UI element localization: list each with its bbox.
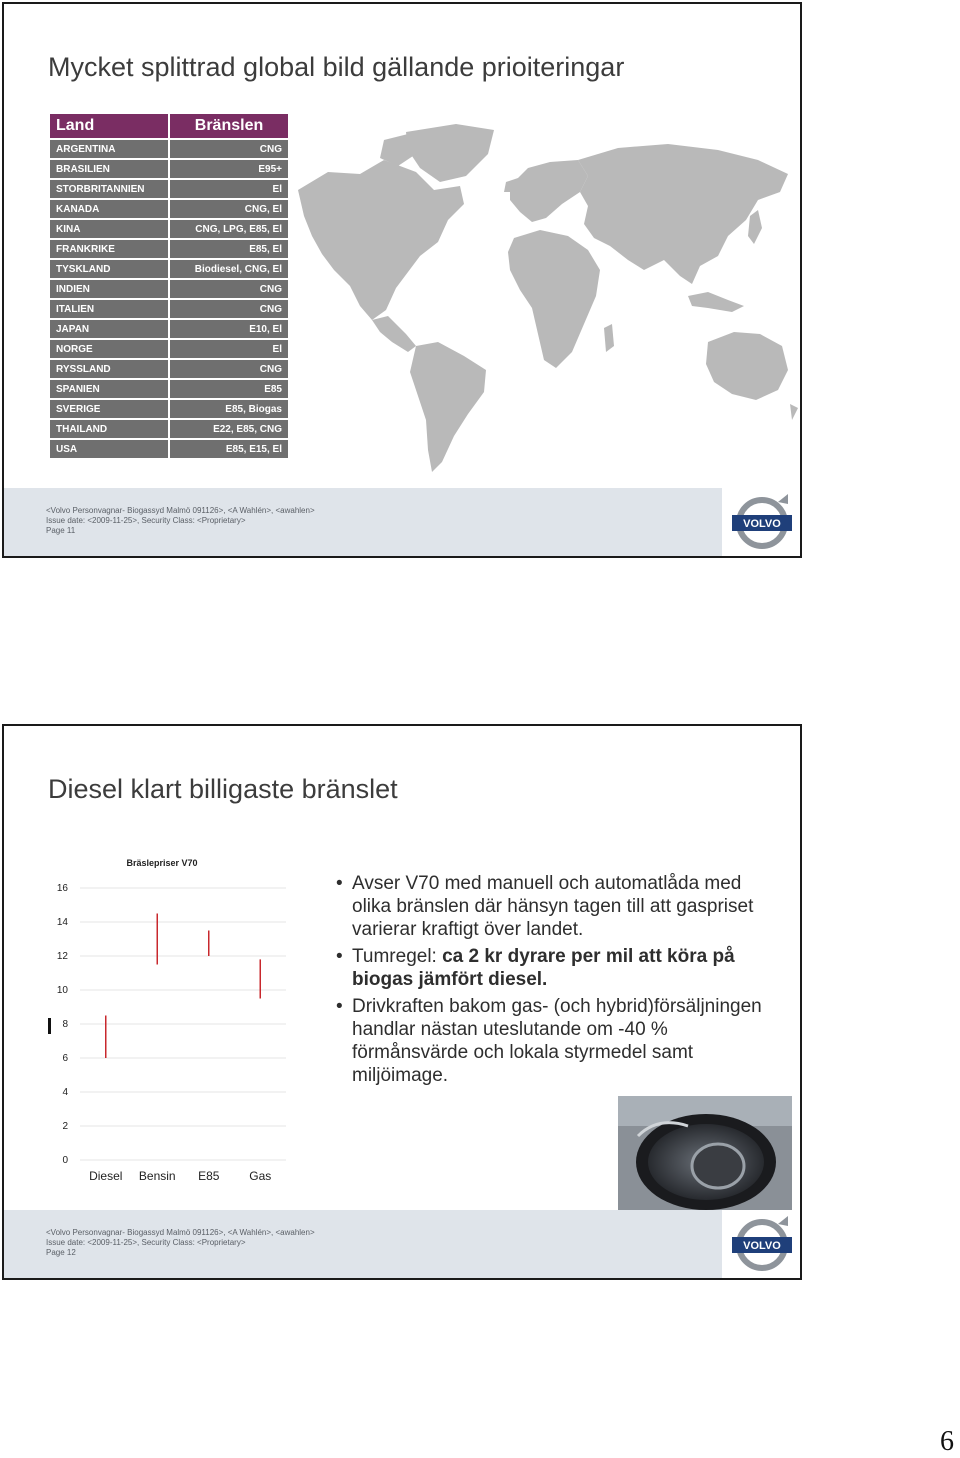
fuel-cell: El (170, 340, 288, 358)
table-row (50, 360, 288, 378)
table-row (50, 440, 288, 458)
table-row (50, 240, 288, 258)
bullet-item (336, 995, 766, 1087)
slide-title: Diesel klart billigaste bränslet (48, 774, 398, 804)
fuel-cell: CNG (170, 360, 288, 378)
fuel-cell: E85 (170, 380, 288, 398)
bullet-text: Tumregel: (352, 946, 443, 967)
footer-line-1: <Volvo Personvagnar- Biogassyd Malmö 091126>, <A Wahlén>, <awahlen> (46, 506, 315, 515)
slide-title: Mycket splittrad global bild gällande prioiteringar (48, 52, 625, 82)
bullet-item (336, 872, 766, 941)
table-row (50, 160, 288, 178)
table-row (50, 180, 288, 198)
volvo-logo (722, 1210, 800, 1278)
y-tick-label: 16 (56, 883, 68, 894)
country-cell: SVERIGE (50, 400, 168, 418)
fuel-cell: E85, E15, El (170, 440, 288, 458)
y-tick-label: 10 (56, 985, 68, 996)
y-tick-label: 8 (62, 1019, 68, 1030)
country-cell: TYSKLAND (50, 260, 168, 278)
fuel-cell: CNG (170, 140, 288, 158)
footer-line-2: Issue date: <2009-11-25>, Security Class: <Proprietary> (46, 516, 246, 525)
fuel-cell: CNG (170, 280, 288, 298)
table-row (50, 300, 288, 318)
legend-marker (48, 1018, 51, 1034)
table-row (50, 280, 288, 298)
country-cell: ITALIEN (50, 300, 168, 318)
fuel-cell: E22, E85, CNG (170, 420, 288, 438)
logo-text: VOLVO (743, 1240, 781, 1252)
chart-title: Bräslepriser V70 (126, 858, 198, 868)
slide-1 (2, 2, 802, 558)
y-tick-label: 4 (62, 1087, 68, 1098)
world-map-landmass (298, 124, 798, 472)
table-header-fuels: Bränslen (170, 114, 288, 138)
country-cell: ARGENTINA (50, 140, 168, 158)
country-cell: KINA (50, 220, 168, 238)
country-cell: JAPAN (50, 320, 168, 338)
fuel-cell: CNG, LPG, E85, El (170, 220, 288, 238)
country-cell: KANADA (50, 200, 168, 218)
y-tick-label: 14 (56, 917, 68, 928)
fuel-table (48, 112, 290, 460)
slide-footer (4, 1210, 800, 1278)
slide-footer (4, 488, 800, 556)
footer-line-3: Page 12 (46, 1248, 76, 1257)
fuel-cell: El (170, 180, 288, 198)
table-row (50, 420, 288, 438)
fuel-price-chart (40, 852, 300, 1192)
x-tick-label: Gas (249, 1169, 272, 1183)
fuel-cell: E95+ (170, 160, 288, 178)
country-cell: RYSSLAND (50, 360, 168, 378)
chart-grid (80, 888, 286, 1160)
logo-text: VOLVO (743, 518, 781, 530)
table-row (50, 140, 288, 158)
fuel-table-body (50, 140, 288, 458)
fuel-cap-photo (618, 1096, 792, 1212)
country-cell: USA (50, 440, 168, 458)
bullet-list (336, 872, 766, 1091)
bullet-item (336, 945, 766, 991)
x-tick-label: Diesel (89, 1169, 123, 1183)
volvo-logo (722, 488, 800, 556)
y-tick-label: 2 (62, 1121, 68, 1132)
y-tick-label: 12 (56, 951, 68, 962)
fuel-cell: Biodiesel, CNG, El (170, 260, 288, 278)
table-row (50, 400, 288, 418)
country-cell: SPANIEN (50, 380, 168, 398)
country-cell: BRASILIEN (50, 160, 168, 178)
bullet-text: Avser V70 med manuell och automatlåda med olika bränslen där hänsyn tagen till att gaspriset varierar kraftigt över landet. (352, 873, 754, 940)
x-tick-label: E85 (198, 1169, 220, 1183)
slide-2 (2, 724, 802, 1280)
table-header-land: Land (50, 114, 168, 138)
table-row (50, 220, 288, 238)
footer-line-1: <Volvo Personvagnar- Biogassyd Malmö 091126>, <A Wahlén>, <awahlen> (46, 1228, 315, 1237)
fuel-cell: CNG, El (170, 200, 288, 218)
footer-text (46, 506, 315, 536)
world-map (288, 120, 798, 480)
country-cell: STORBRITANNIEN (50, 180, 168, 198)
country-cell: THAILAND (50, 420, 168, 438)
footer-line-2: Issue date: <2009-11-25>, Security Class: <Proprietary> (46, 1238, 246, 1247)
fuel-cell: E85, Biogas (170, 400, 288, 418)
footer-line-3: Page 11 (46, 526, 76, 535)
chart-y-axis (57, 883, 69, 1166)
table-row (50, 320, 288, 338)
bullet-text: Drivkraften bakom gas- (och hybrid)försäljningen handlar nästan uteslutande om -40 % förmånsvärde och lokala styrmedel samt miljöimage. (352, 996, 762, 1086)
y-tick-label: 6 (62, 1053, 68, 1064)
x-tick-label: Bensin (138, 1169, 176, 1183)
country-cell: FRANKRIKE (50, 240, 168, 258)
fuel-cell: E10, El (170, 320, 288, 338)
footer-text (46, 1228, 315, 1258)
chart-bars (106, 914, 261, 1059)
country-cell: INDIEN (50, 280, 168, 298)
fuel-cell: E85, El (170, 240, 288, 258)
y-tick-label: 0 (62, 1155, 68, 1166)
fuel-cell: CNG (170, 300, 288, 318)
bullet-bold-text: ca 2 kr dyrare per mil att köra på biogas jämfört diesel. (352, 946, 735, 990)
table-row (50, 200, 288, 218)
chart-x-axis (89, 1169, 271, 1183)
table-row (50, 260, 288, 278)
table-row (50, 340, 288, 358)
page-number: 6 (940, 1426, 954, 1457)
table-row (50, 380, 288, 398)
country-cell: NORGE (50, 340, 168, 358)
